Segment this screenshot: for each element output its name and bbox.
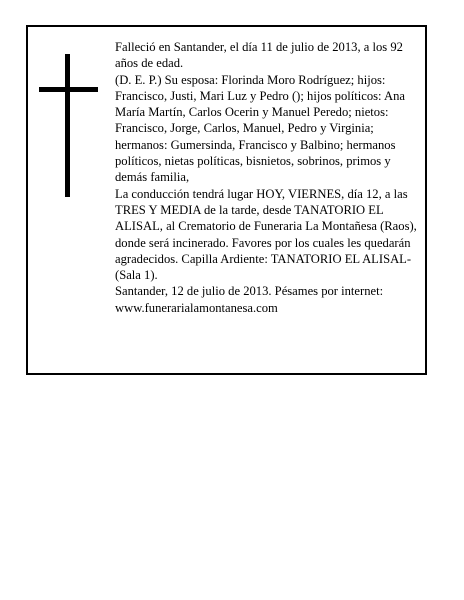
- cross-icon: [39, 54, 98, 197]
- obituary-notice: [26, 25, 427, 375]
- family-list: (D. E. P.) Su esposa: Florinda Moro Rodríguez; hijos: Francisco, Justi, Mari Luz y Pedro (); hijos políticos: Ana María Martín, Carlos Ocerin y Manuel Peredo; nietos: Francisco, Jorge, Carlos, Manuel, Pedro y Virginia; hermanos: Gumersinda, Francisco y Balbino; hermanos políticos, nietas políticas, bisnietos, sobrinos, primos y demás familia,: [115, 72, 405, 185]
- cross-horizontal-bar: [39, 87, 98, 92]
- date-and-condolences: Santander, 12 de julio de 2013. Pésames por internet: www.funerarialamontanesa.com: [115, 284, 384, 315]
- funeral-details: La conducción tendrá lugar HOY, VIERNES, día 12, a las TRES Y MEDIA de la tarde, desde TANATORIO EL ALISAL, al Crematorio de Funeraria La Montañesa (Raos), donde será incinerado. Favores por los cuales les quedarán agradecidos. Capilla Ardiente: TANATORIO EL ALISAL-(Sala 1).: [115, 186, 417, 283]
- obituary-text: [115, 39, 421, 316]
- death-announcement: Falleció en Santander, el día 11 de julio de 2013, a los 92 años de edad.: [115, 40, 403, 71]
- cross-vertical-bar: [65, 54, 70, 197]
